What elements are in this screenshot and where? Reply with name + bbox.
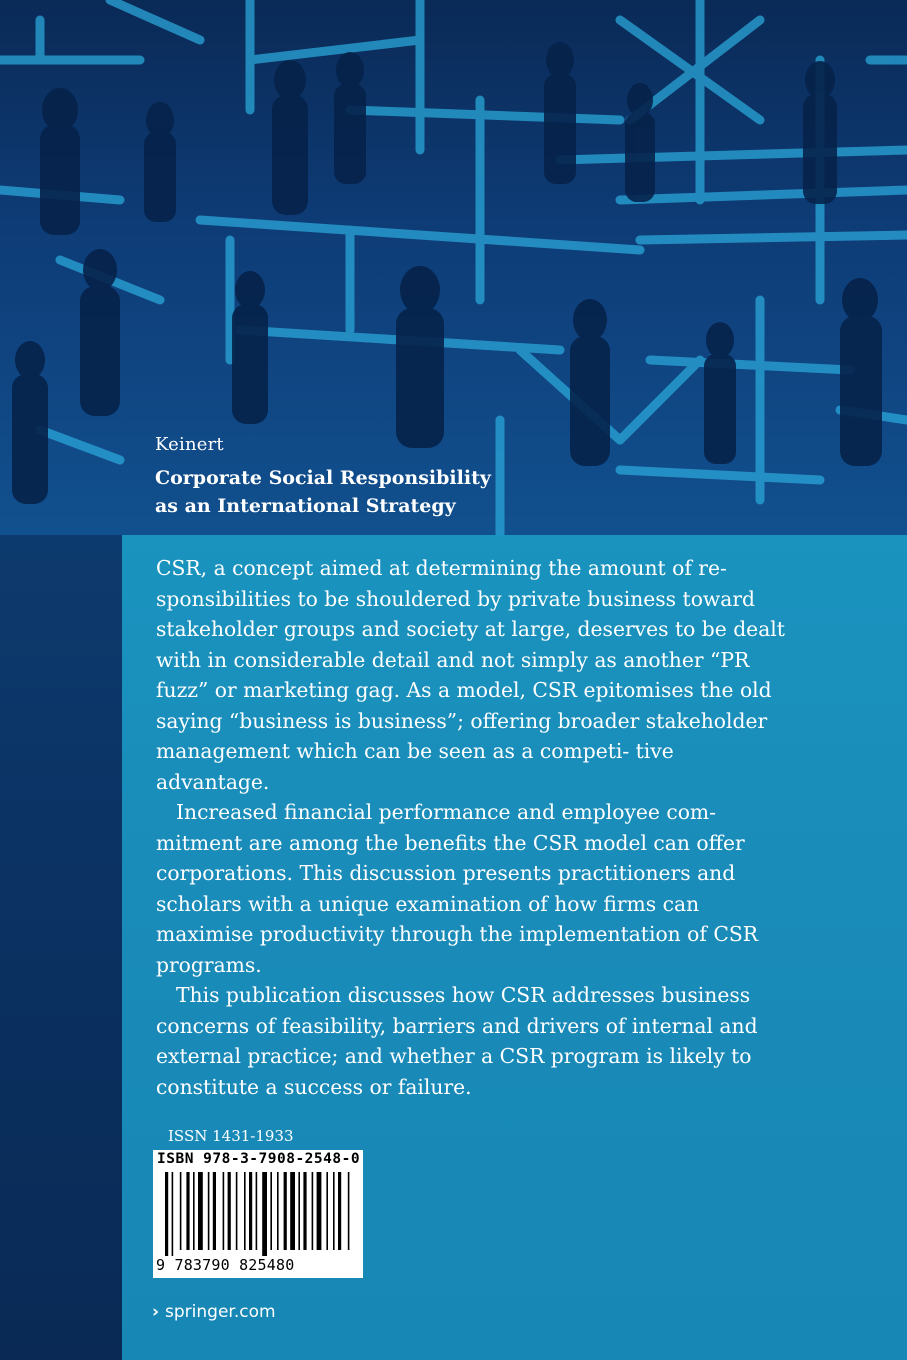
blurb-paragraph-2: Increased financial performance and employee com- mitment are among the benefits the CSR model can offer corporations. This discussion presents practitioners and scholars with a unique examination of how firms can maximise productivity through the implementation of CSR programs. xyxy=(156,800,759,977)
publisher-url: springer.com xyxy=(165,1302,276,1322)
barcode-bar xyxy=(262,1172,267,1256)
barcode-bar xyxy=(284,1172,287,1250)
barcode-bar xyxy=(303,1172,306,1250)
barcode-bar xyxy=(165,1172,168,1256)
barcode-bar xyxy=(208,1172,210,1250)
barcode-bar xyxy=(298,1172,300,1250)
barcode-bar xyxy=(172,1172,174,1256)
publisher-link[interactable] xyxy=(152,1302,276,1322)
barcode-bar xyxy=(193,1172,195,1250)
barcode-bar xyxy=(228,1172,231,1250)
barcode-bar xyxy=(270,1172,272,1250)
barcode-bar xyxy=(223,1172,225,1250)
blurb-text xyxy=(156,553,786,1102)
barcode-bar xyxy=(348,1172,350,1250)
blurb-paragraph-1: CSR, a concept aimed at determining the amount of re- sponsibilities to be shouldered by private business toward stakeholder groups and society at large, deserves to be dealt with in considerable detail and not simply as another “PR fuzz” or marketing gag. As a model, CSR epitomises the old saying “business is business”; offering broader stakeholder management which can be seen as a competi- tive advantage. xyxy=(156,556,785,794)
barcode-bar xyxy=(326,1172,328,1250)
left-strip xyxy=(0,535,122,1360)
barcode-bar xyxy=(333,1172,335,1250)
barcode-bar xyxy=(338,1172,341,1250)
barcode-block xyxy=(153,1150,363,1278)
book-title-line-2: as an International Strategy xyxy=(155,495,456,517)
barcode-bar xyxy=(180,1172,182,1250)
barcode-bar xyxy=(290,1172,295,1250)
barcode-icon xyxy=(165,1172,351,1256)
barcode-bar xyxy=(236,1172,238,1250)
barcode-bar xyxy=(186,1172,189,1250)
cover-photo xyxy=(0,0,907,535)
barcode-bar xyxy=(277,1172,279,1250)
book-title-line-1: Corporate Social Responsibility xyxy=(155,467,491,489)
issn-label: ISSN 1431-1933 xyxy=(168,1127,294,1145)
chevron-right-icon: › xyxy=(152,1302,160,1322)
book-title xyxy=(155,464,575,520)
barcode-bar xyxy=(312,1172,314,1250)
barcode-bar xyxy=(249,1172,252,1250)
barcode-bar xyxy=(198,1172,203,1250)
barcode-bar xyxy=(213,1172,216,1250)
barcode-bar xyxy=(256,1172,258,1250)
barcode-bar xyxy=(317,1172,322,1250)
isbn-label: ISBN 978-3-7908-2548-0 xyxy=(157,1151,361,1167)
ean-digits: 9 783790 825480 xyxy=(156,1256,295,1274)
crowd-illustration xyxy=(0,0,907,535)
blurb-paragraph-3: This publication discusses how CSR addresses business concerns of feasibility, barriers and drivers of internal and external practice; and whether a CSR program is likely to constitute a success or failure. xyxy=(156,983,758,1099)
author-name: Keinert xyxy=(155,434,224,455)
barcode-bar xyxy=(244,1172,246,1250)
